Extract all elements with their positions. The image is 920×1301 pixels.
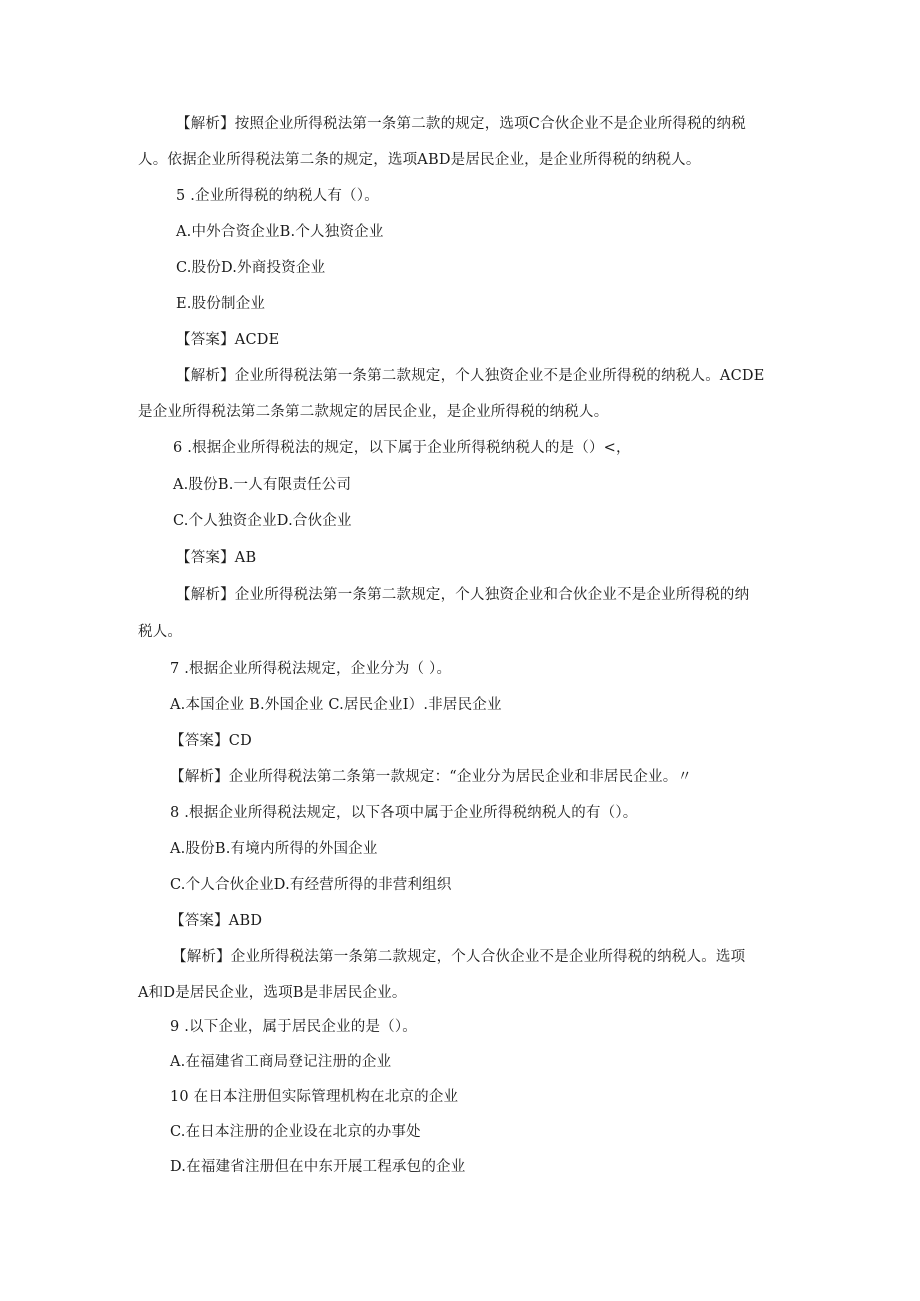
question-7: 7 .根据企业所得税法规定，企业分为（ ）。 [170, 661, 452, 677]
q7-answer: 【答案】CD [170, 733, 252, 749]
question-9: 9 .以下企业，属于居民企业的是（）。 [170, 1019, 417, 1035]
q8-analysis-line-2: A和D是居民企业，选项B是非居民企业。 [138, 985, 407, 1001]
question-6: 6 .根据企业所得税法的规定，以下属于企业所得税纳税人的是（）<， [173, 440, 631, 456]
question-5: 5 .企业所得税的纳税人有（）。 [176, 188, 379, 204]
q5-options-ab: A.中外合资企业B.个人独资企业 [176, 224, 384, 240]
q5-answer: 【答案】ACDE [176, 332, 280, 348]
q5-analysis-line-2: 是企业所得税法第二条第二款规定的居民企业，是企业所得税的纳税人。 [138, 404, 609, 420]
q5-option-e: E.股份制企业 [176, 296, 266, 312]
q6-answer: 【答案】AB [176, 550, 257, 566]
q6-analysis-line-2: 税人。 [138, 624, 183, 640]
q6-analysis-line-1: 【解析】企业所得税法第一条第二款规定，个人独资企业和合伙企业不是企业所得税的纳 [176, 587, 750, 603]
q8-answer: 【答案】ABD [170, 913, 263, 929]
q8-options-ab: A.股份B.有境内所得的外国企业 [170, 841, 378, 857]
q5-options-cd: C.股份D.外商投资企业 [176, 260, 326, 276]
question-8: 8 .根据企业所得税法规定，以下各项中属于企业所得税纳税人的有（）。 [170, 805, 638, 821]
q9-option-c: C.在日本注册的企业设在北京的办事处 [170, 1124, 421, 1140]
q6-options-ab: A.股份B.一人有限责任公司 [173, 477, 352, 493]
q7-analysis: 【解析】企业所得税法第二条第一款规定：“企业分为居民企业和非居民企业。〃 [170, 769, 693, 785]
q5-analysis-line-1: 【解析】企业所得税法第一条第二款规定，个人独资企业不是企业所得税的纳税人。ACDE [176, 368, 765, 384]
analysis-q4-line-2: 人。依据企业所得税法第二条的规定，选项ABD是居民企业，是企业所得税的纳税人。 [138, 152, 701, 168]
q9-option-d: D.在福建省注册但在中东开展工程承包的企业 [170, 1159, 466, 1175]
q9-option-b: 10 在日本注册但实际管理机构在北京的企业 [170, 1089, 459, 1105]
q9-option-a: A.在福建省工商局登记注册的企业 [170, 1054, 392, 1070]
q7-options: A.本国企业 B.外国企业 C.居民企业I）.非居民企业 [170, 697, 502, 713]
q8-options-cd: C.个人合伙企业D.有经营所得的非营利组织 [170, 877, 452, 893]
q8-analysis-line-1: 【解析】企业所得税法第一条第二款规定，个人合伙企业不是企业所得税的纳税人。选项 [172, 949, 746, 965]
q6-options-cd: C.个人独资企业D.合伙企业 [173, 513, 352, 529]
analysis-q4-line-1: 【解析】按照企业所得税法第一条第二款的规定，选项C合伙企业不是企业所得税的纳税 [176, 116, 746, 132]
